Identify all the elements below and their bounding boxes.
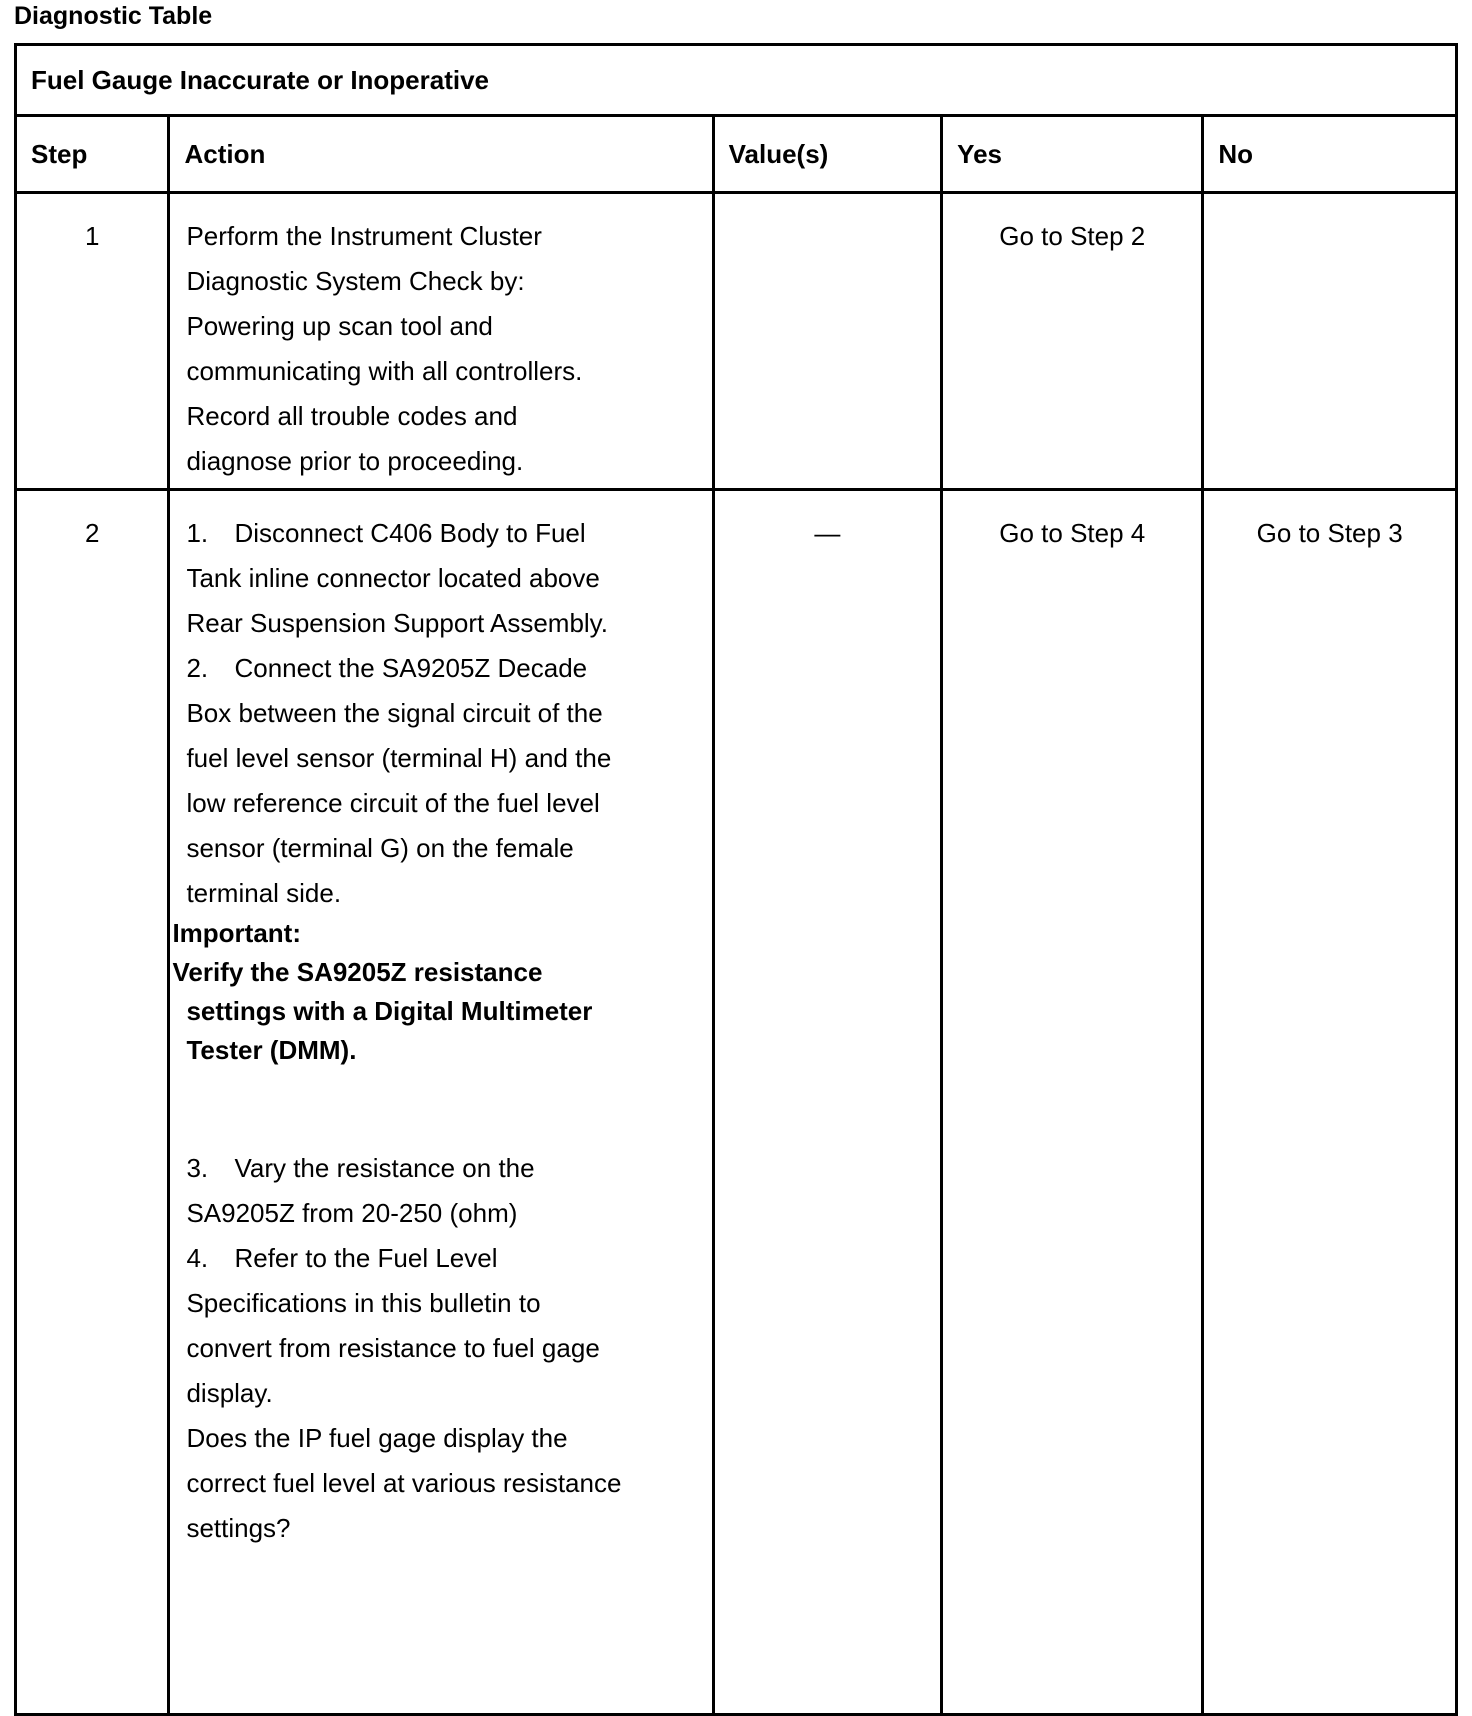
header-no: No <box>1203 116 1457 193</box>
item-text: Disconnect C406 Body to Fuel <box>234 518 586 548</box>
action-line: Powering up scan tool and <box>186 311 493 341</box>
action-line <box>186 511 701 556</box>
action-line: Diagnostic System Check by: <box>186 266 525 296</box>
action-line: terminal side. <box>186 878 342 908</box>
question-line: Does the IP fuel gage display the <box>186 1423 568 1453</box>
table-row <box>16 193 1457 490</box>
action-text <box>169 490 713 1715</box>
action-line <box>186 1146 701 1191</box>
action-line: Specifications in this bulletin to <box>186 1288 541 1318</box>
action-line: Rear Suspension Support Assembly. <box>186 608 608 638</box>
step-number: 2 <box>16 490 169 1715</box>
item-text: Refer to the Fuel Level <box>234 1243 498 1273</box>
action-line: communicating with all controllers. <box>186 356 583 386</box>
header-step: Step <box>16 116 169 193</box>
important-label: Important: <box>172 918 301 948</box>
item-number: 4. <box>186 1243 209 1273</box>
action-line <box>186 646 701 691</box>
question-line: correct fuel level at various resistance <box>186 1468 622 1498</box>
action-line: fuel level sensor (terminal H) and the <box>186 743 612 773</box>
header-row <box>16 116 1457 193</box>
important-line: Tester (DMM). <box>186 1035 357 1065</box>
action-line: Record all trouble codes and <box>186 401 518 431</box>
document-title: Diagnostic Table <box>14 2 213 30</box>
action-line: diagnose prior to proceeding. <box>186 446 524 476</box>
no-cell <box>1203 193 1457 490</box>
values-cell <box>713 193 942 490</box>
step-number: 1 <box>16 193 169 490</box>
table-title: Fuel Gauge Inaccurate or Inoperative <box>16 45 1457 116</box>
yes-cell: Go to Step 2 <box>942 193 1203 490</box>
action-text <box>169 193 713 490</box>
action-line: low reference circuit of the fuel level <box>186 788 600 818</box>
table-row <box>16 490 1457 1715</box>
header-values: Value(s) <box>713 116 942 193</box>
item-number: 3. <box>186 1153 209 1183</box>
important-line: Verify the SA9205Z resistance <box>172 957 543 987</box>
item-text: Connect the SA9205Z Decade <box>234 653 588 683</box>
item-number: 1. <box>186 518 209 548</box>
action-line: sensor (terminal G) on the female <box>186 833 574 863</box>
action-line: convert from resistance to fuel gage <box>186 1333 600 1363</box>
no-cell: Go to Step 3 <box>1203 490 1457 1715</box>
spacer <box>186 1070 701 1146</box>
action-line: display. <box>186 1378 273 1408</box>
item-text: Vary the resistance on the <box>234 1153 535 1183</box>
question-line: settings? <box>186 1513 291 1543</box>
action-line: SA9205Z from 20-250 (ohm) <box>186 1198 518 1228</box>
diagnostic-table <box>14 43 1458 1716</box>
header-action: Action <box>169 116 713 193</box>
action-line: Box between the signal circuit of the <box>186 698 603 728</box>
action-line: Perform the Instrument Cluster <box>186 221 542 251</box>
item-number: 2. <box>186 653 209 683</box>
action-line <box>186 1236 701 1281</box>
yes-cell: Go to Step 4 <box>942 490 1203 1715</box>
important-line: settings with a Digital Multimeter <box>186 996 593 1026</box>
important-note <box>172 914 701 1070</box>
header-yes: Yes <box>942 116 1203 193</box>
values-cell: — <box>713 490 942 1715</box>
action-line: Tank inline connector located above <box>186 563 600 593</box>
